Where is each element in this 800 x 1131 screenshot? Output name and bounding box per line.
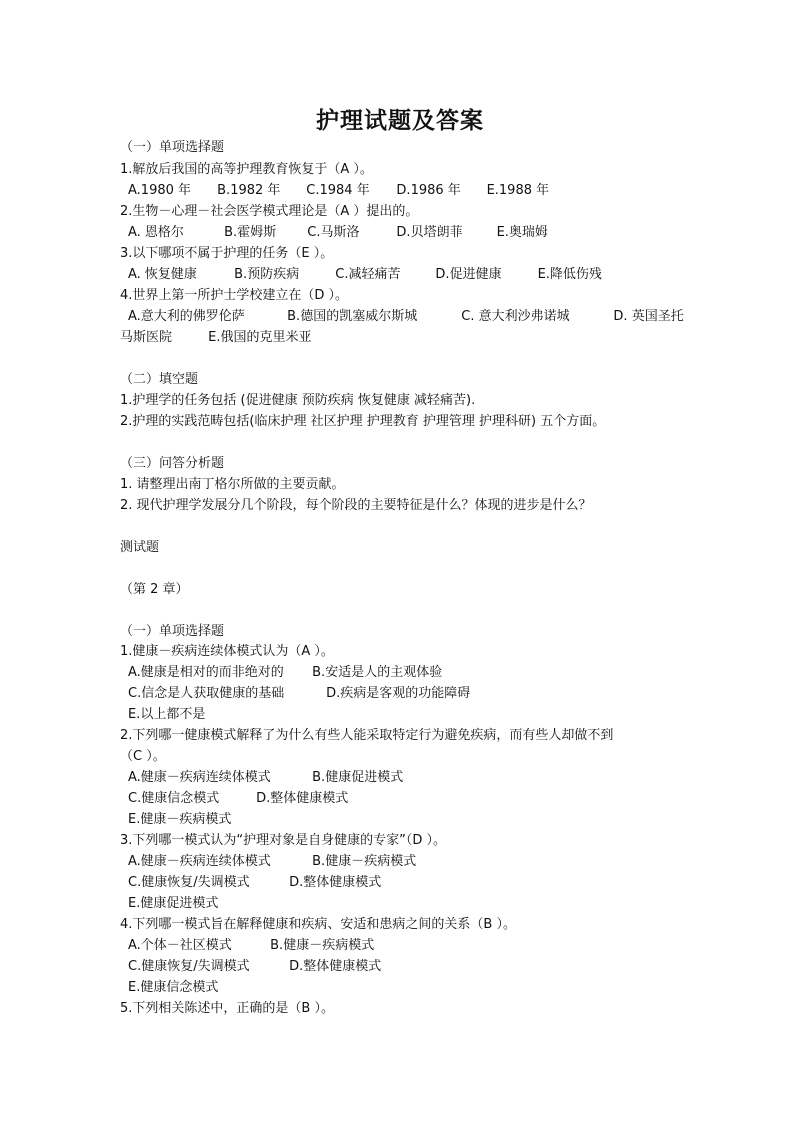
question-stem: 5.下列相关陈述中，正确的是（B ）。 xyxy=(120,1001,334,1016)
question-options xyxy=(128,958,381,976)
option: D.整体健康模式 xyxy=(256,791,349,806)
essay-question: 1. 请整理出南丁格尔所做的主要贡献。 xyxy=(120,477,345,492)
question-stem: 2.生物－心理－社会医学模式理论是（A ）提出的。 xyxy=(120,204,419,219)
option: C.马斯洛 xyxy=(307,225,360,240)
question-options xyxy=(128,182,549,200)
option: A.1980 年 xyxy=(128,183,192,198)
option: C. 意大利沙弗诺城 xyxy=(461,309,570,324)
option: C.信念是人获取健康的基础 xyxy=(128,686,285,701)
question-options xyxy=(128,853,416,871)
option: C.1984 年 xyxy=(306,183,370,198)
question-options xyxy=(128,937,374,955)
essay-question: 2. 现代护理学发展分几个阶段，每个阶段的主要特征是什么？体现的进步是什么？ xyxy=(120,498,592,513)
option: B.健康促进模式 xyxy=(312,770,404,785)
question-options xyxy=(120,329,312,347)
option: E.奥瑞姆 xyxy=(496,225,548,240)
option: C.健康信念模式 xyxy=(128,791,220,806)
question-options xyxy=(128,790,348,808)
question-stem: 3.下列哪一模式认为“护理对象是自身健康的专家”（D ）。 xyxy=(120,833,447,848)
question-stem-continued: （C ）。 xyxy=(120,749,166,764)
question-options xyxy=(128,769,403,787)
option: B.安适是人的主观体验 xyxy=(312,665,443,680)
option: D.疾病是客观的功能障碍 xyxy=(326,686,471,701)
section-heading-single-choice: （一）单项选择题 xyxy=(120,140,225,155)
question-options xyxy=(128,685,470,703)
option: D.促进健康 xyxy=(435,267,502,282)
fill-question: 1.护理学的任务包括 (促进健康 预防疾病 恢复健康 减轻痛苦). xyxy=(120,393,476,408)
question-options xyxy=(128,224,548,242)
option: A.健康是相对的而非绝对的 xyxy=(128,665,284,680)
option: D. 英国圣托 xyxy=(613,309,684,324)
test-heading: 测试题 xyxy=(120,540,160,555)
option: E.健康信念模式 xyxy=(128,980,219,995)
fill-question: 2.护理的实践范畴包括(临床护理 社区护理 护理教育 护理管理 护理科研) 五个方面。 xyxy=(120,414,606,429)
option: E.1988 年 xyxy=(486,183,550,198)
question-stem: 3.以下哪项不属于护理的任务（E ）。 xyxy=(120,246,334,261)
option: E.俄国的克里米亚 xyxy=(208,330,312,345)
option: A.健康－疾病连续体模式 xyxy=(128,854,271,869)
question-options xyxy=(128,266,602,284)
option: E.以上都不是 xyxy=(128,707,206,722)
option: B.健康－疾病模式 xyxy=(312,854,417,869)
option: D.整体健康模式 xyxy=(289,959,382,974)
option: C.健康恢复/失调模式 xyxy=(128,959,250,974)
option: B.德国的凯塞威尔斯城 xyxy=(287,309,418,324)
option: E.健康促进模式 xyxy=(128,896,219,911)
option: C.减轻痛苦 xyxy=(335,267,401,282)
option: A.个体－社区模式 xyxy=(128,938,232,953)
question-stem: 1.健康－疾病连续体模式认为（A ）。 xyxy=(120,644,334,659)
option: B.预防疾病 xyxy=(234,267,300,282)
question-options xyxy=(128,874,381,892)
question-stem: 1.解放后我国的高等护理教育恢复于（A ）。 xyxy=(120,162,373,177)
option: A.意大利的佛罗伦萨 xyxy=(128,309,245,324)
question-stem: 2.下列哪一健康模式解释了为什么有些人能采取特定行为避免疾病，而有些人却做不到 xyxy=(120,728,614,743)
option: B.霍姆斯 xyxy=(224,225,277,240)
option: B.健康－疾病模式 xyxy=(270,938,375,953)
option: D.1986 年 xyxy=(396,183,461,198)
question-stem: 4.世界上第一所护士学校建立在（D ）。 xyxy=(120,288,349,303)
option: A.健康－疾病连续体模式 xyxy=(128,770,271,785)
option: 马斯医院 xyxy=(120,330,173,345)
option: A. 恩格尔 xyxy=(128,225,184,240)
option: C.健康恢复/失调模式 xyxy=(128,875,250,890)
question-options xyxy=(128,308,684,326)
section-heading-essay: （三）问答分析题 xyxy=(120,456,225,471)
option: B.1982 年 xyxy=(217,183,281,198)
option: E.降低伤残 xyxy=(537,267,602,282)
chapter-heading: （第 2 章） xyxy=(120,582,189,597)
option: E.健康－疾病模式 xyxy=(128,812,232,827)
question-options xyxy=(128,664,442,682)
option: A. 恢复健康 xyxy=(128,267,197,282)
document-title: 护理试题及答案 xyxy=(316,108,484,134)
section-heading-fill-blank: （二）填空题 xyxy=(120,372,199,387)
question-stem: 4.下列哪一模式旨在解释健康和疾病、安适和患病之间的关系（B ）。 xyxy=(120,917,516,932)
section-heading-single-choice: （一）单项选择题 xyxy=(120,624,225,639)
option: D.贝塔朗菲 xyxy=(396,225,463,240)
option: D.整体健康模式 xyxy=(289,875,382,890)
